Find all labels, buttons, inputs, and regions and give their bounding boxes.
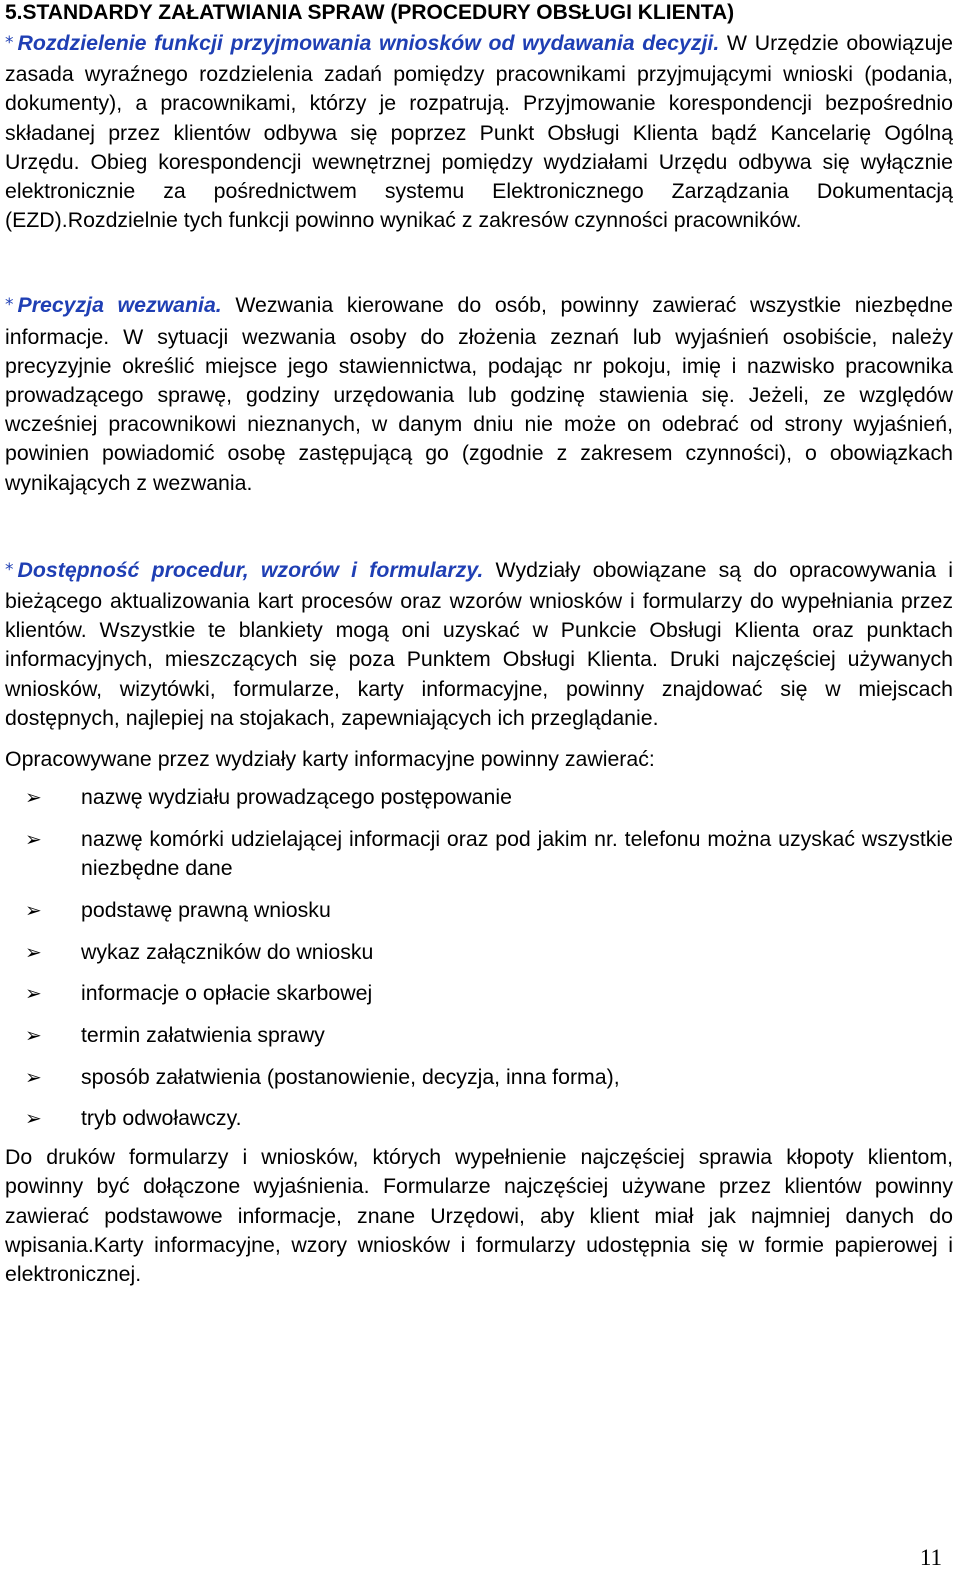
list-item-text: nazwę wydziału prowadzącego postępowanie: [81, 785, 512, 810]
paragraph-body: Wezwania kierowane do osób, powinny zawierać wszystkie niezbędne informacje. W sytuacji wezwania osoby do złożenia zeznań lub wyjaśnień osobiście, należy precyzyjnie określić miejsce jego stawiennictwa, podając nr pokoju, imię i nazwisko pracownika prowadzącego sprawę, godziny urzędowania lub godzinę stawienia się. Jeżeli, ze względów wcześniej pracownikowi nieznanych, w danym dniu nie może on odebrać od strony wyjaśnień, powinien powiadomić osobę zastępującą go (zgodnie z zakresem czynności), o obowiązkach wynikających z wezwania.: [5, 293, 953, 495]
paragraph-lead: [5, 558, 483, 582]
arrow-bullet-icon: ➢: [25, 1064, 42, 1089]
paragraph-summons-precision: [5, 291, 953, 497]
lead-text: Rozdzielenie funkcji przyjmowania wniosków od wydawania decyzji.: [17, 31, 720, 55]
page-number: 11: [919, 1545, 942, 1570]
list-item-text: termin załatwienia sprawy: [81, 1022, 325, 1047]
lead-text: Dostępność procedur, wzorów i formularzy.: [17, 557, 484, 582]
asterisk-bullet-icon: *: [5, 559, 14, 580]
list-item-text: podstawę prawną wniosku: [81, 897, 331, 922]
asterisk-bullet-icon: *: [5, 295, 14, 316]
list-item: [5, 979, 953, 1008]
list-item: [5, 1104, 953, 1133]
list-item-text: informacje o opłacie skarbowej: [81, 981, 373, 1006]
paragraph-body: Wydziały obowiązane są do opracowywania i bieżącego aktualizowania kart procesów oraz wzorów wniosków i formularzy do wypełniania przez klientów. Wszystkie te blankiety mogą oni uzyskać w Punkcie Obsługi Klienta oraz punktach informacyjnych, mieszczących się poza Punktem Obsługi Klienta. Druki najczęściej używanych wniosków, wizytówki, formularze, karty informacyjne, powinny znajdować się w miejscach dostępnych, najlepiej na stojakach, zapewniających ich przeglądanie.: [5, 557, 953, 730]
list-item-text: tryb odwoławczy.: [81, 1106, 242, 1131]
arrow-bullet-icon: ➢: [25, 1022, 42, 1047]
arrow-bullet-icon: ➢: [25, 981, 42, 1006]
paragraph-body: W Urzędzie obowiązuje zasada wyraźnego rozdzielenia zadań pomiędzy pracownikami przyjmującymi wnioski (podania, dokumenty), a pracownikami, którzy je rozpatrują. Przyjmowanie korespondencji bezpośrednio składanej przez klientów odbywa się poprzez Punkt Obsługi Klienta bądź Kancelarię Ogólną Urzędu. Obieg korespondencji wewnętrznej pomiędzy wydziałami Urzędu odbywa się wyłącznie elektronicznie za pośrednictwem systemu Elektronicznego Zarządzania Dokumentacją (EZD).Rozdzielnie tych funkcji powinno wynikać z zakresów czynności pracowników.: [5, 31, 953, 233]
arrow-bullet-icon: ➢: [25, 826, 42, 851]
list-item: [5, 938, 953, 967]
paragraph-lead: [5, 31, 719, 55]
list-intro: Opracowywane przez wydziały karty informacyjne powinny zawierać:: [5, 747, 655, 772]
list-item-text: nazwę komórki udzielającej informacji oraz pod jakim nr. telefonu można uzyskać wszystkie niezbędne dane: [81, 826, 953, 881]
info-card-requirements-list: [5, 783, 953, 1133]
arrow-bullet-icon: ➢: [25, 785, 42, 810]
list-item: [5, 896, 953, 925]
lead-text: Precyzja wezwania.: [17, 293, 222, 318]
list-item-text: wykaz załączników do wniosku: [81, 939, 374, 964]
paragraph-forms-availability: [5, 556, 953, 733]
list-item: [5, 1021, 953, 1050]
arrow-bullet-icon: ➢: [25, 897, 42, 922]
document-page: [5, 0, 953, 1289]
arrow-bullet-icon: ➢: [25, 1106, 42, 1131]
closing-paragraph: Do druków formularzy i wniosków, których wypełnienie najczęściej sprawia kłopoty klientom, powinny być dołączone wyjaśnienia. Formularze najczęściej używane przez klientów powinny zawierać podstawowe informacje, znane Urzędowi, aby klient miał jak najmniej danych do wpisania.Karty informacyjne, wzory wniosków i formularzy udostępnia się w formie papierowej i elektronicznej.: [5, 1145, 953, 1286]
list-item: [5, 1063, 953, 1092]
section-heading: 5.STANDARDY ZAŁATWIANIA SPRAW (PROCEDURY OBSŁUGI KLIENTA): [5, 1, 735, 24]
paragraph-lead: [5, 293, 222, 317]
list-item: [5, 825, 953, 883]
asterisk-bullet-icon: *: [5, 33, 14, 53]
paragraph-separation-of-functions: [5, 29, 953, 235]
arrow-bullet-icon: ➢: [25, 939, 42, 964]
list-item: [5, 783, 953, 812]
list-item-text: sposób załatwienia (postanowienie, decyzja, inna forma),: [81, 1064, 620, 1089]
